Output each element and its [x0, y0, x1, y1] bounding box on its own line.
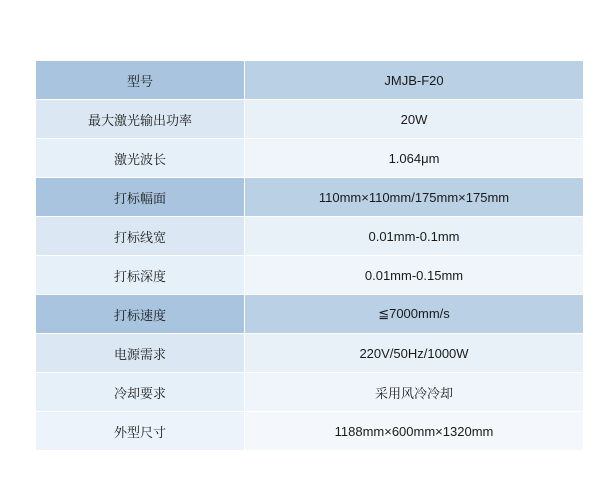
spec-value-cell: 20W	[245, 100, 584, 139]
spec-value-cell: 0.01mm-0.1mm	[245, 217, 584, 256]
table-row	[36, 256, 584, 295]
spec-value-cell: 1188mm×600mm×1320mm	[245, 412, 584, 451]
table-row	[36, 61, 584, 100]
spec-label-cell: 外型尺寸	[36, 412, 245, 451]
table-row	[36, 100, 584, 139]
table-row	[36, 412, 584, 451]
spec-value-cell: 110mm×110mm/175mm×175mm	[245, 178, 584, 217]
table-row	[36, 295, 584, 334]
table-row	[36, 334, 584, 373]
specification-table	[35, 60, 584, 451]
spec-value-cell: 采用风冷冷却	[245, 373, 584, 412]
table-row	[36, 217, 584, 256]
spec-value-cell: JMJB-F20	[245, 61, 584, 100]
spec-label-cell: 打标速度	[36, 295, 245, 334]
spec-value-cell: ≦7000mm/s	[245, 295, 584, 334]
table-row	[36, 373, 584, 412]
spec-label-cell: 型号	[36, 61, 245, 100]
spec-label-cell: 打标幅面	[36, 178, 245, 217]
table-row	[36, 139, 584, 178]
spec-label-cell: 电源需求	[36, 334, 245, 373]
spec-value-cell: 1.064μm	[245, 139, 584, 178]
spec-label-cell: 冷却要求	[36, 373, 245, 412]
spec-label-cell: 最大激光输出功率	[36, 100, 245, 139]
spec-label-cell: 打标线宽	[36, 217, 245, 256]
specification-table-body	[36, 61, 584, 451]
spec-label-cell: 打标深度	[36, 256, 245, 295]
spec-value-cell: 220V/50Hz/1000W	[245, 334, 584, 373]
spec-value-cell: 0.01mm-0.15mm	[245, 256, 584, 295]
table-row	[36, 178, 584, 217]
spec-label-cell: 激光波长	[36, 139, 245, 178]
